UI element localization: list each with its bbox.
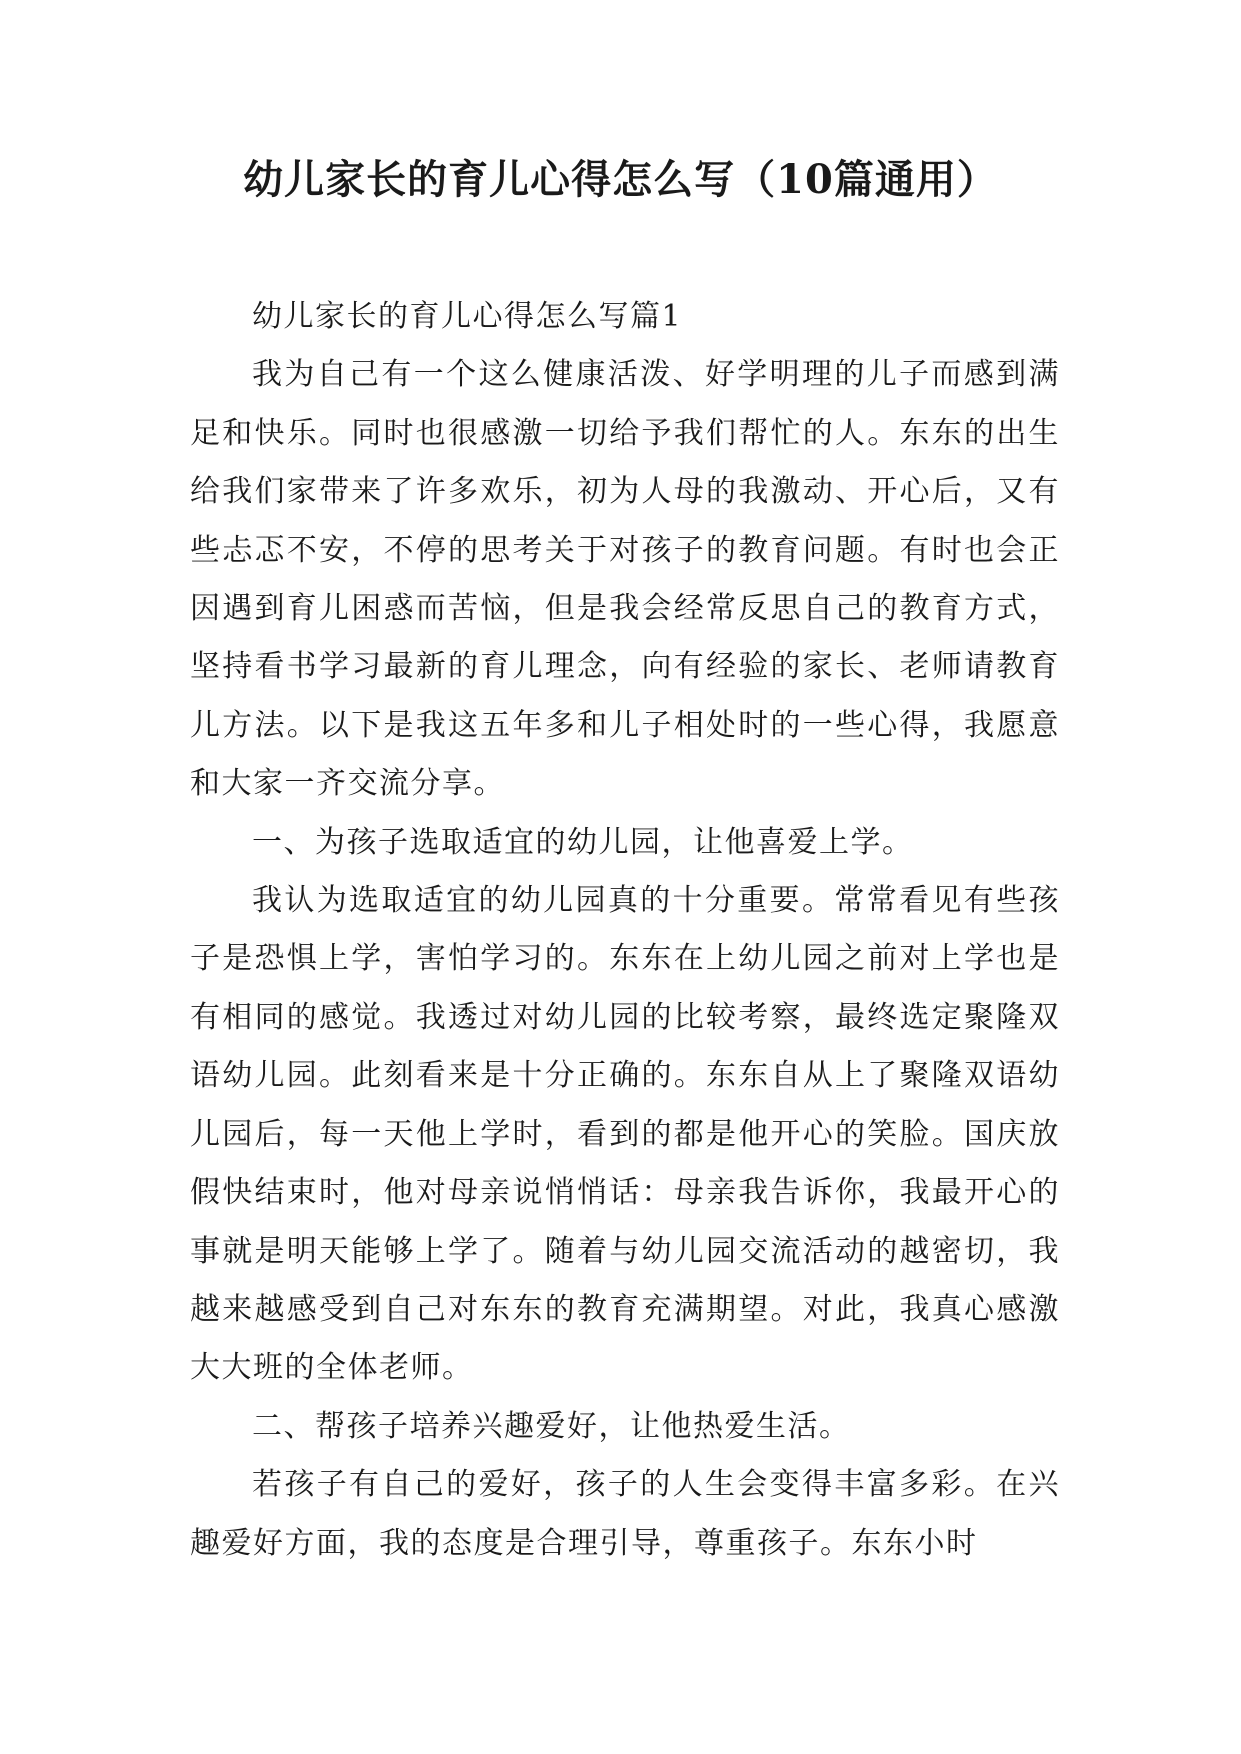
document-title: 幼儿家长的育儿心得怎么写（10篇通用） bbox=[243, 156, 998, 203]
document-body bbox=[190, 288, 1060, 1573]
subsection-heading: 一、为孩子选取适宜的幼儿园，让他喜爱上学。 bbox=[252, 824, 914, 860]
section-heading: 幼儿家长的育儿心得怎么写篇1 bbox=[252, 299, 683, 334]
subsection-heading: 二、帮孩子培养兴趣爱好，让他热爱生活。 bbox=[252, 1408, 851, 1444]
body-paragraph: 我为自己有一个这么健康活泼、好学明理的儿子而感到满足和快乐。同时也很感激一切给予我们帮忙的人。东东的出生给我们家带来了许多欢乐，初为人母的我激动、开心后，又有些忐忑不安，不停的思考关于对孩子的教育问题。有时也会正因遇到育儿困惑而苦恼，但是我会经常反思自己的教育方式，坚持看书学习最新的育儿理念，向有经验的家长、老师请教育儿方法。以下是我这五年多和儿子相处时的一些心得，我愿意和大家一齐交流分享。 bbox=[190, 357, 1060, 802]
body-paragraph: 若孩子有自己的爱好，孩子的人生会变得丰富多彩。在兴趣爱好方面，我的态度是合理引导，尊重孩子。东东小时 bbox=[190, 1467, 1060, 1561]
body-paragraph: 我认为选取适宜的幼儿园真的十分重要。常常看见有些孩子是恐惧上学，害怕学习的。东东在上幼儿园之前对上学也是有相同的感觉。我透过对幼儿园的比较考察，最终选定聚隆双语幼儿园。此刻看来是十分正确的。东东自从上了聚隆双语幼儿园后，每一天他上学时，看到的都是他开心的笑脸。国庆放假快结束时，他对母亲说悄悄话：母亲我告诉你，我最开心的事就是明天能够上学了。随着与幼儿园交流活动的越密切，我越来越感受到自己对东东的教育充满期望。对此，我真心感激大大班的全体老师。 bbox=[190, 883, 1060, 1386]
